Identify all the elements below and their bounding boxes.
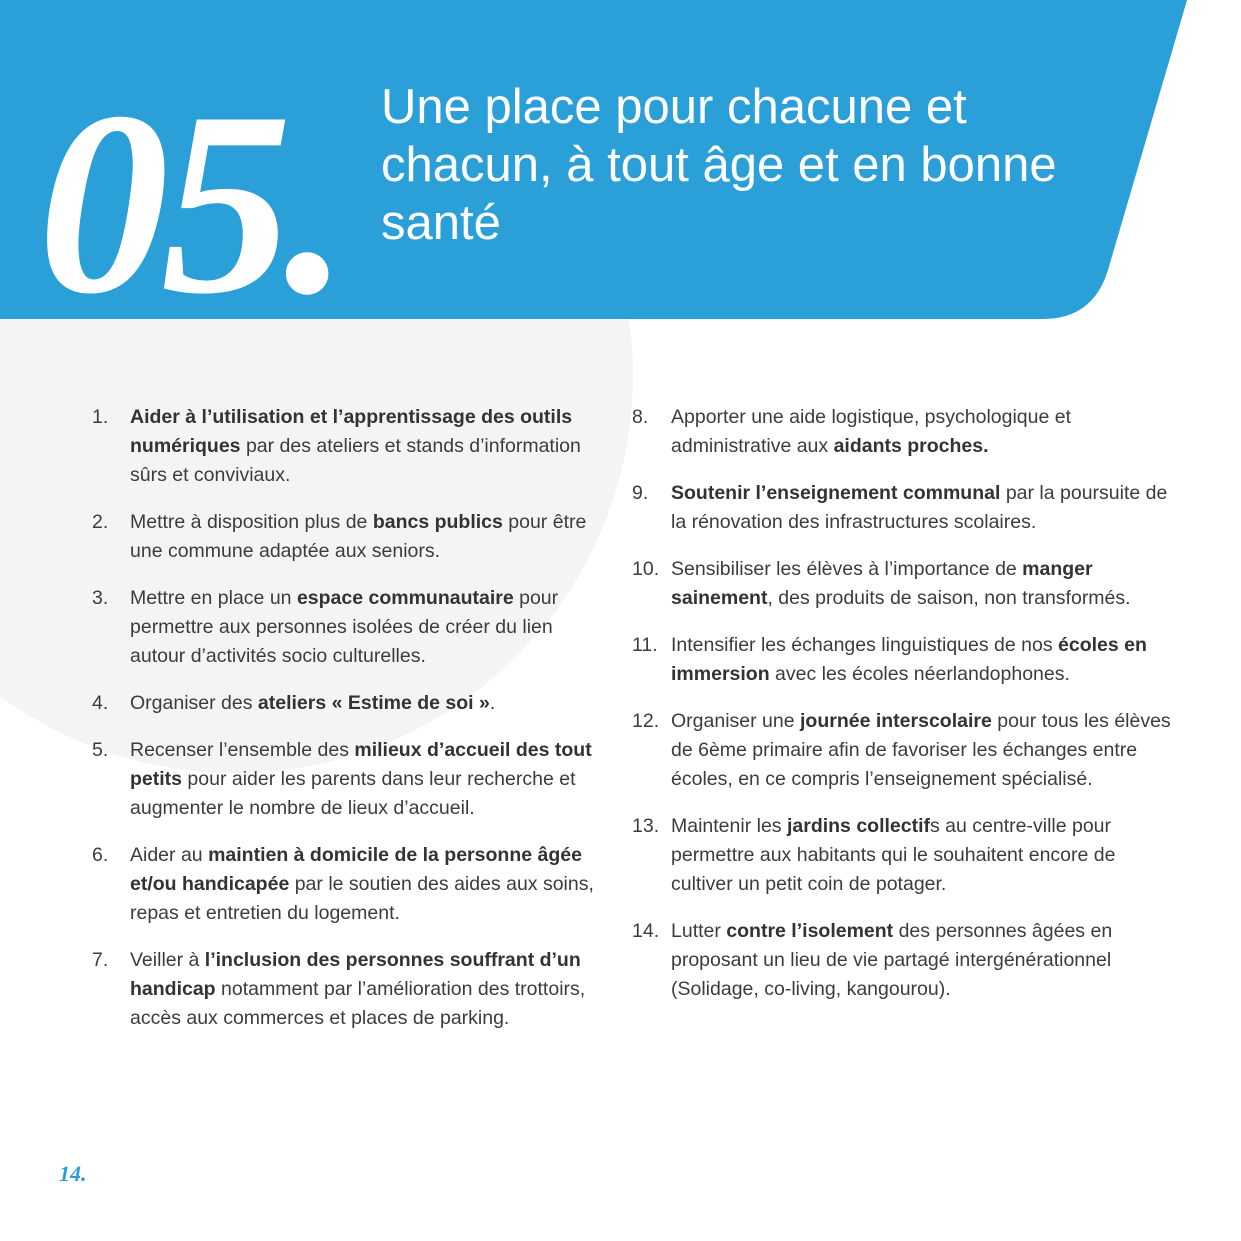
emphasis-text: manger sainement bbox=[671, 558, 1093, 609]
list-item bbox=[632, 403, 1172, 461]
list-item bbox=[92, 689, 612, 718]
list-item-text bbox=[671, 917, 1172, 1004]
body-text: Lutter bbox=[671, 920, 727, 942]
emphasis-text: jardins collectif bbox=[786, 815, 931, 837]
list-item-number: 9. bbox=[632, 482, 649, 504]
body-text: Intensifier les échanges linguistiques de nos bbox=[671, 634, 1058, 656]
body-text: Recenser l’ensemble des bbox=[130, 739, 355, 761]
list-item-number: 14. bbox=[632, 920, 660, 942]
body-text: pour être une commune adaptée aux seniors. bbox=[130, 511, 587, 562]
body-text: Sensibiliser les élèves à l’importance de bbox=[671, 558, 1023, 580]
list-item bbox=[632, 812, 1172, 899]
body-text: Organiser des bbox=[130, 692, 258, 714]
body-text: Mettre en place un bbox=[130, 587, 297, 609]
body-text: pour aider les parents dans leur recherche et augmenter le nombre de lieux d’accueil. bbox=[130, 768, 576, 819]
body-text: par des ateliers et stands d’information sûrs et conviviaux. bbox=[130, 435, 581, 486]
list-item-number: 12. bbox=[632, 710, 660, 732]
list-item-number: 3. bbox=[92, 587, 109, 609]
list-item bbox=[632, 479, 1172, 537]
body-text: des personnes âgées en proposant un lieu de vie partagé intergénérationnel (Solidage, co-living, kangourou). bbox=[671, 920, 1113, 1000]
body-text: par la poursuite de la rénovation des infrastructures scolaires. bbox=[671, 482, 1168, 533]
body-text: avec les écoles néerlandophones. bbox=[769, 663, 1070, 685]
body-text: Organiser une bbox=[671, 710, 800, 732]
list-item-text bbox=[671, 403, 1172, 461]
list-item-number: 10. bbox=[632, 558, 660, 580]
emphasis-text: écoles en immersion bbox=[671, 634, 1147, 685]
list-item-number: 4. bbox=[92, 692, 109, 714]
body-text: . bbox=[489, 692, 496, 714]
list-item-text bbox=[130, 508, 612, 566]
emphasis-text: Aider à l’utilisation et l’apprentissage des outils numériques bbox=[130, 406, 573, 457]
body-text: par le soutien des aides aux soins, repas et entretien du logement. bbox=[130, 873, 594, 924]
list-item-text bbox=[130, 584, 612, 671]
list-item-text bbox=[671, 631, 1172, 689]
list-item-number: 5. bbox=[92, 739, 109, 761]
list-item-number: 11. bbox=[632, 634, 658, 656]
list-item-text bbox=[130, 689, 612, 718]
list-item-text bbox=[671, 812, 1172, 899]
body-text: , des produits de saison, non transformés. bbox=[767, 587, 1131, 609]
emphasis-text: l’inclusion des personnes souffrant d’un handicap bbox=[130, 949, 581, 1000]
list-item-text bbox=[671, 555, 1172, 613]
body-text: Maintenir les bbox=[671, 815, 787, 837]
list-item bbox=[92, 841, 612, 928]
list-item-text bbox=[130, 841, 612, 928]
list-item bbox=[92, 946, 612, 1033]
list-item-text bbox=[671, 479, 1172, 537]
list-left-column bbox=[92, 403, 612, 1051]
emphasis-text: milieux d’accueil des tout petits bbox=[130, 739, 592, 790]
body-text: Veiller à bbox=[130, 949, 205, 971]
list-item-text bbox=[671, 707, 1172, 794]
list-item bbox=[92, 736, 612, 823]
list-item-number: 6. bbox=[92, 844, 109, 866]
emphasis-text: espace communautaire bbox=[296, 587, 514, 609]
list-item-number: 13. bbox=[632, 815, 660, 837]
body-text: s au centre-ville pour permettre aux habitants qui le souhaitent encore de cultiver un petit coin de potager. bbox=[671, 815, 1116, 895]
body-text: Aider au bbox=[130, 844, 209, 866]
body-text: Apporter une aide logistique, psychologique et administrative aux bbox=[671, 406, 1072, 457]
list-item-text bbox=[130, 946, 612, 1033]
emphasis-text: bancs publics bbox=[372, 511, 503, 533]
list-item-text bbox=[130, 403, 612, 490]
list-item bbox=[632, 917, 1172, 1004]
list-item-number: 2. bbox=[92, 511, 109, 533]
emphasis-text: journée interscolaire bbox=[800, 710, 992, 732]
body-text: pour tous les élèves de 6ème primaire afin de favoriser les échanges entre écoles, en ce compris l’enseignement spécialisé. bbox=[671, 710, 1171, 790]
emphasis-text: ateliers « Estime de soi » bbox=[257, 692, 490, 714]
list-item bbox=[632, 707, 1172, 794]
list-item bbox=[92, 403, 612, 490]
list-right-column bbox=[632, 403, 1172, 1022]
list-item-number: 8. bbox=[632, 406, 649, 428]
body-text: notamment par l’amélioration des trottoirs, accès aux commerces et places de parking. bbox=[130, 978, 586, 1029]
list-item-number: 7. bbox=[92, 949, 109, 971]
list-item bbox=[92, 584, 612, 671]
emphasis-text: aidants proches. bbox=[833, 435, 989, 457]
list-item bbox=[632, 555, 1172, 613]
page-number: 14. bbox=[59, 1161, 87, 1186]
emphasis-text: contre l’isolement bbox=[726, 920, 894, 942]
body-text: pour permettre aux personnes isolées de créer du lien autour d’activités socio culturelles. bbox=[130, 587, 559, 667]
list-item-number: 1. bbox=[92, 406, 109, 428]
section-number: 05. bbox=[38, 58, 342, 348]
list-item bbox=[92, 508, 612, 566]
list-item-text bbox=[130, 736, 612, 823]
list-item bbox=[632, 631, 1172, 689]
emphasis-text: Soutenir l’enseignement communal bbox=[671, 482, 1001, 504]
emphasis-text: maintien à domicile de la personne âgée et/ou handicapée bbox=[130, 844, 582, 895]
body-text: Mettre à disposition plus de bbox=[130, 511, 373, 533]
page-title: Une place pour chacune et chacun, à tout âge et en bonne santé bbox=[381, 80, 1057, 250]
